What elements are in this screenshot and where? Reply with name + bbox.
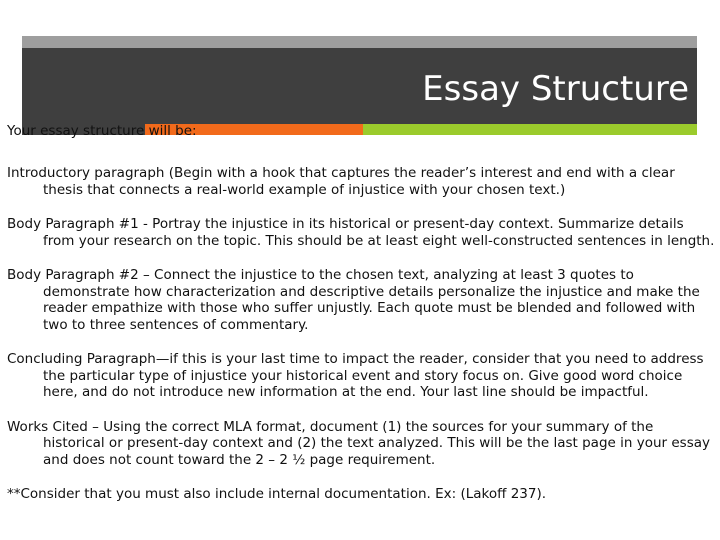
introductory-paragraph-item: Introductory paragraph (Begin with a hook that captures the reader’s interest and end with a clear thesis that connects a real-world example of injustice with your chosen text.) <box>7 165 675 198</box>
documentation-note: **Consider that you must also include internal documentation. Ex: (Lakoff 237). <box>7 486 547 502</box>
title-band <box>22 48 697 124</box>
header-top-strip <box>22 36 697 48</box>
intro-text: Your essay structure will be: <box>7 123 197 139</box>
concluding-paragraph-item: Concluding Paragraph—if this is your last time to impact the reader, consider that you need to address the particular type of injustice your historical event and story focus on. Give good word choice here, and do not introduce new information at the end. Your last line should be impactful. <box>7 351 704 400</box>
body-paragraph-1-item: Body Paragraph #1 - Portray the injustice in its historical or present-day context. Summarize details from your research on the topic. This should be at least eight well-constructed sentences in length. <box>7 216 715 249</box>
slide-body <box>7 165 715 503</box>
slide-title: Essay Structure <box>422 69 689 109</box>
works-cited-item: Works Cited – Using the correct MLA format, document (1) the sources for your summary of the historical or present-day context and (2) the text analyzed. This will be the last page in your essay and does not count toward the 2 – 2 ½ page requirement. <box>7 418 710 468</box>
body-paragraph-2-item: Body Paragraph #2 – Connect the injustice to the chosen text, analyzing at least 3 quotes to demonstrate how characterization and descriptive details personalize the injustice and make the reader empathize with those who suffer unjustly. Each quote must be blended and followed with two to three sentences of commentary. <box>7 267 700 333</box>
accent-bar-green <box>363 124 697 135</box>
